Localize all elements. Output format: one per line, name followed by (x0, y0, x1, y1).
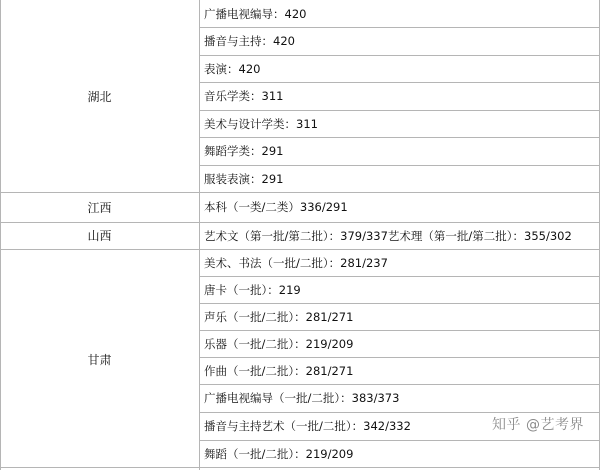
score-cell: 服装表演：291 (204, 171, 284, 186)
province-cell-hubei: 湖北 (0, 0, 200, 192)
score-cell: 播音与主持艺术（一批/二批）：342/332 (204, 419, 411, 433)
watermark-text: 知乎 @艺考界 (492, 417, 584, 433)
score-cell: 乐器（一批/二批）：219/209 (204, 336, 354, 351)
score-cell: 作曲（一批/二批）：281/271 (204, 363, 354, 378)
score-cell: 声乐（一批/二批）：281/271 (204, 309, 354, 324)
score-cell: 艺术文（第一批/第二批）：379/337艺术理（第一批/第二批）：355/302 (204, 228, 572, 243)
score-cell: 唐卡（一批）：219 (204, 282, 301, 297)
province-cell-gansu: 甘肃 (0, 249, 200, 470)
province-cell-jiangxi: 江西 (0, 192, 200, 222)
score-cell: 美术与设计学类：311 (204, 116, 318, 131)
score-cell: 舞蹈（一批/二批）：219/209 (204, 446, 354, 461)
score-cell: 美术、书法（一批/二批）：281/237 (204, 255, 388, 270)
score-cell: 表演：420 (204, 61, 261, 76)
score-cell: 播音与主持：420 (204, 34, 295, 48)
table-left-border (0, 0, 1, 470)
row-divider (0, 467, 600, 468)
score-cell: 广播电视编导：420 (204, 6, 307, 21)
score-cell: 广播电视编导（一批/二批）：383/373 (204, 391, 400, 405)
province-cell-shanxi: 山西 (0, 222, 200, 249)
score-cell: 舞蹈学类：291 (204, 144, 284, 158)
score-cell: 本科（一类/二类）336/291 (204, 200, 348, 214)
score-cell: 音乐学类：311 (204, 89, 284, 103)
